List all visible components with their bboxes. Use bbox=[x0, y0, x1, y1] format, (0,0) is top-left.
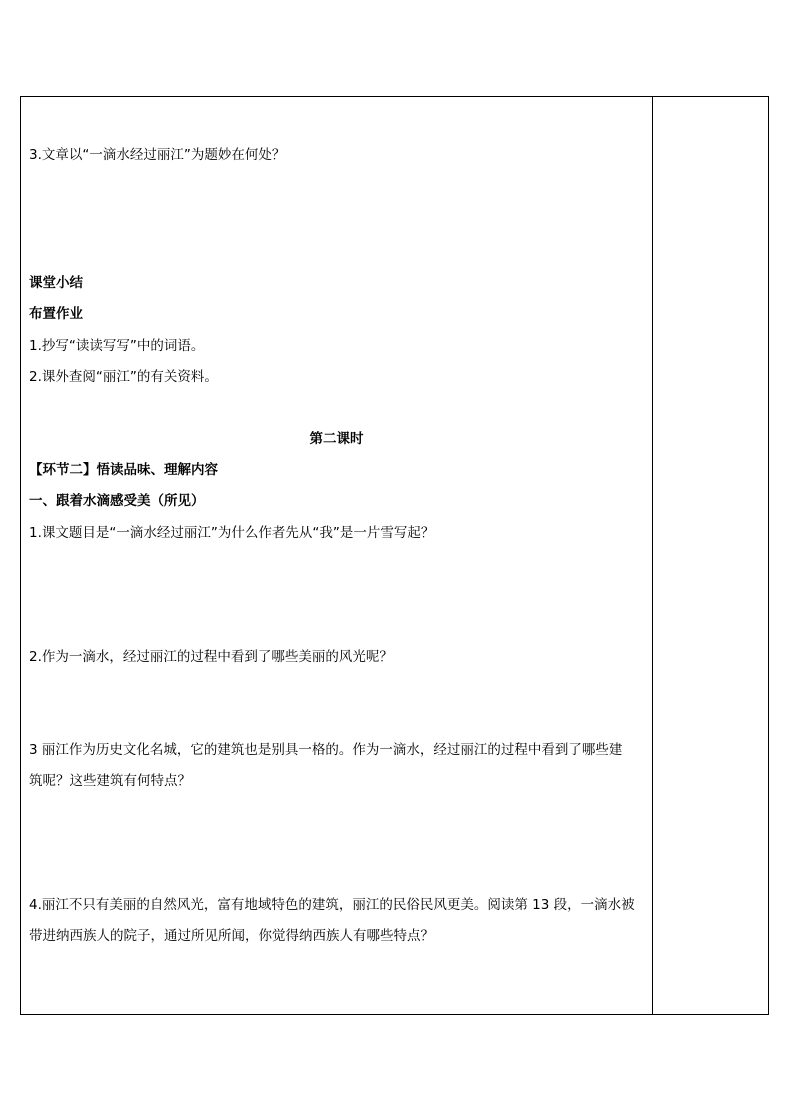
notes-column-cell bbox=[653, 97, 768, 1014]
question-3-line-1: 3 丽江作为历史文化名城，它的建筑也是别具一格的。作为一滴水，经过丽江的过程中看到了哪些建 bbox=[29, 742, 623, 758]
question-3-line-2: 筑呢？这些建筑有何特点？ bbox=[29, 773, 191, 789]
question-4-line-1: 4.丽江不只有美丽的自然风光，富有地域特色的建筑，丽江的民俗民风更美。阅读第 13 段，一滴水被 bbox=[29, 897, 635, 913]
part-one-heading: 一、跟着水滴感受美（所见） bbox=[29, 493, 205, 509]
section-two-heading: 【环节二】悟读品味、理解内容 bbox=[29, 462, 218, 478]
homework-item-1: 1.抄写“读读写写”中的词语。 bbox=[29, 338, 205, 354]
question-3-title: 3.文章以“一滴水经过丽江”为题妙在何处？ bbox=[29, 147, 286, 163]
main-content-cell bbox=[21, 97, 652, 1014]
question-2-line-1: 2.作为一滴水，经过丽江的过程中看到了哪些美丽的风光呢？ bbox=[29, 649, 393, 665]
homework-heading: 布置作业 bbox=[29, 306, 83, 322]
lesson-two-title: 第二课时 bbox=[309, 431, 364, 447]
lesson-plan-table bbox=[20, 96, 769, 1015]
homework-item-2: 2.课外查阅“丽江”的有关资料。 bbox=[29, 369, 218, 385]
question-4-line-2: 带进纳西族人的院子，通过所见所闻，你觉得纳西族人有哪些特点？ bbox=[29, 928, 434, 944]
question-1-line-1: 1.课文题目是“一滴水经过丽江”为什么作者先从“我”是一片雪写起？ bbox=[29, 525, 435, 541]
class-summary-heading: 课堂小结 bbox=[29, 275, 83, 291]
